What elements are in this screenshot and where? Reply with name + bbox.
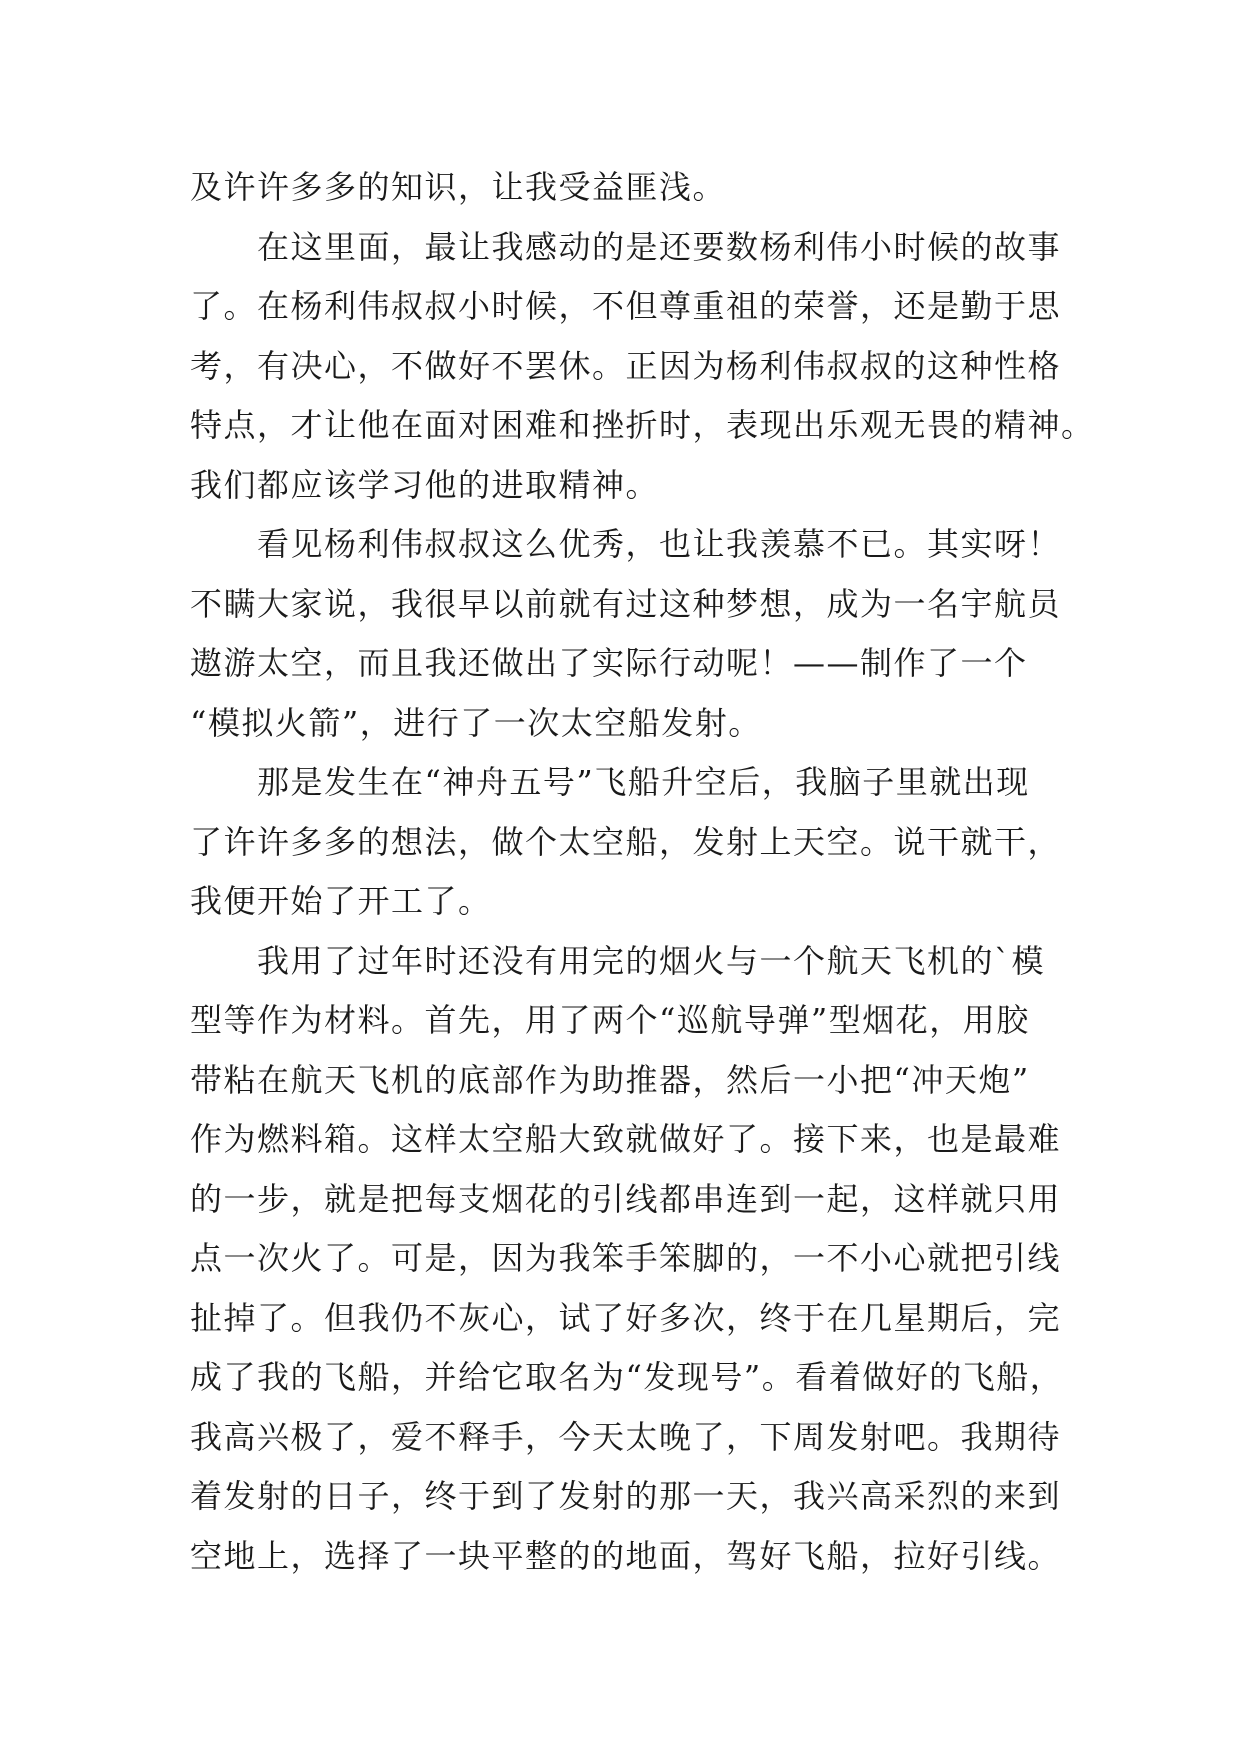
- text-line: 的一步，就是把每支烟花的引线都串连到一起，这样就只用: [190, 1179, 1062, 1218]
- text-line: 我便开始了开工了。: [190, 882, 492, 920]
- text-line: 在这里面，最让我感动的是还要数杨利伟小时候的故事: [190, 227, 1062, 266]
- text-line: 不瞒大家说，我很早以前就有过这种梦想，成为一名宇航员: [190, 584, 1062, 623]
- essay-text-body: [190, 158, 1095, 1586]
- text-line: 遨游太空，而且我还做出了实际行动呢！——制作了一个: [190, 644, 1028, 682]
- text-line: 特点，才让他在面对困难和挫折时，表现出乐观无畏的精神。: [190, 406, 1095, 444]
- text-line: 我用了过年时还没有用完的烟火与一个航天飞机的`模: [190, 941, 1046, 980]
- text-line: 成了我的飞船，并给它取名为“发现号”。看着做好的飞船，: [190, 1358, 1064, 1396]
- text-line: 考，有决心，不做好不罢休。正因为杨利伟叔叔的这种性格: [190, 346, 1062, 385]
- text-line: 我高兴极了，爱不释手，今天太晚了，下周发射吧。我期待: [190, 1417, 1062, 1456]
- text-line: 我们都应该学习他的进取精神。: [190, 465, 660, 504]
- text-line: 带粘在航天飞机的底部作为助推器，然后一小把“冲天炮”: [190, 1060, 1030, 1099]
- text-line: “模拟火箭”，进行了一次太空船发射。: [190, 703, 762, 742]
- text-line: 空地上，选择了一块平整的的地面，驾好飞船，拉好引线。: [190, 1536, 1062, 1575]
- text-line: 了许许多多的想法，做个太空船，发射上天空。说干就干，: [190, 822, 1062, 861]
- text-line: 看见杨利伟叔叔这么优秀，也让我羡慕不已。其实呀！: [190, 525, 1062, 563]
- text-line: 作为燃料箱。这样太空船大致就做好了。接下来，也是最难: [190, 1120, 1062, 1158]
- text-line: 扯掉了。但我仍不灰心，试了好多次，终于在几星期后，完: [190, 1298, 1062, 1337]
- text-line: 了。在杨利伟叔叔小时候，不但尊重祖的荣誉，还是勤于思: [190, 287, 1062, 325]
- text-line: 及许许多多的知识，让我受益匪浅。: [190, 168, 727, 206]
- text-line: 点一次火了。可是，因为我笨手笨脚的，一不小心就把引线: [190, 1239, 1062, 1277]
- text-line: 型等作为材料。首先，用了两个“巡航导弹”型烟花，用胶: [190, 1001, 1030, 1039]
- text-line: 那是发生在“神舟五号”飞船升空后，我脑子里就出现: [190, 763, 1030, 801]
- text-line: 着发射的日子，终于到了发射的那一天，我兴高采烈的来到: [190, 1477, 1062, 1515]
